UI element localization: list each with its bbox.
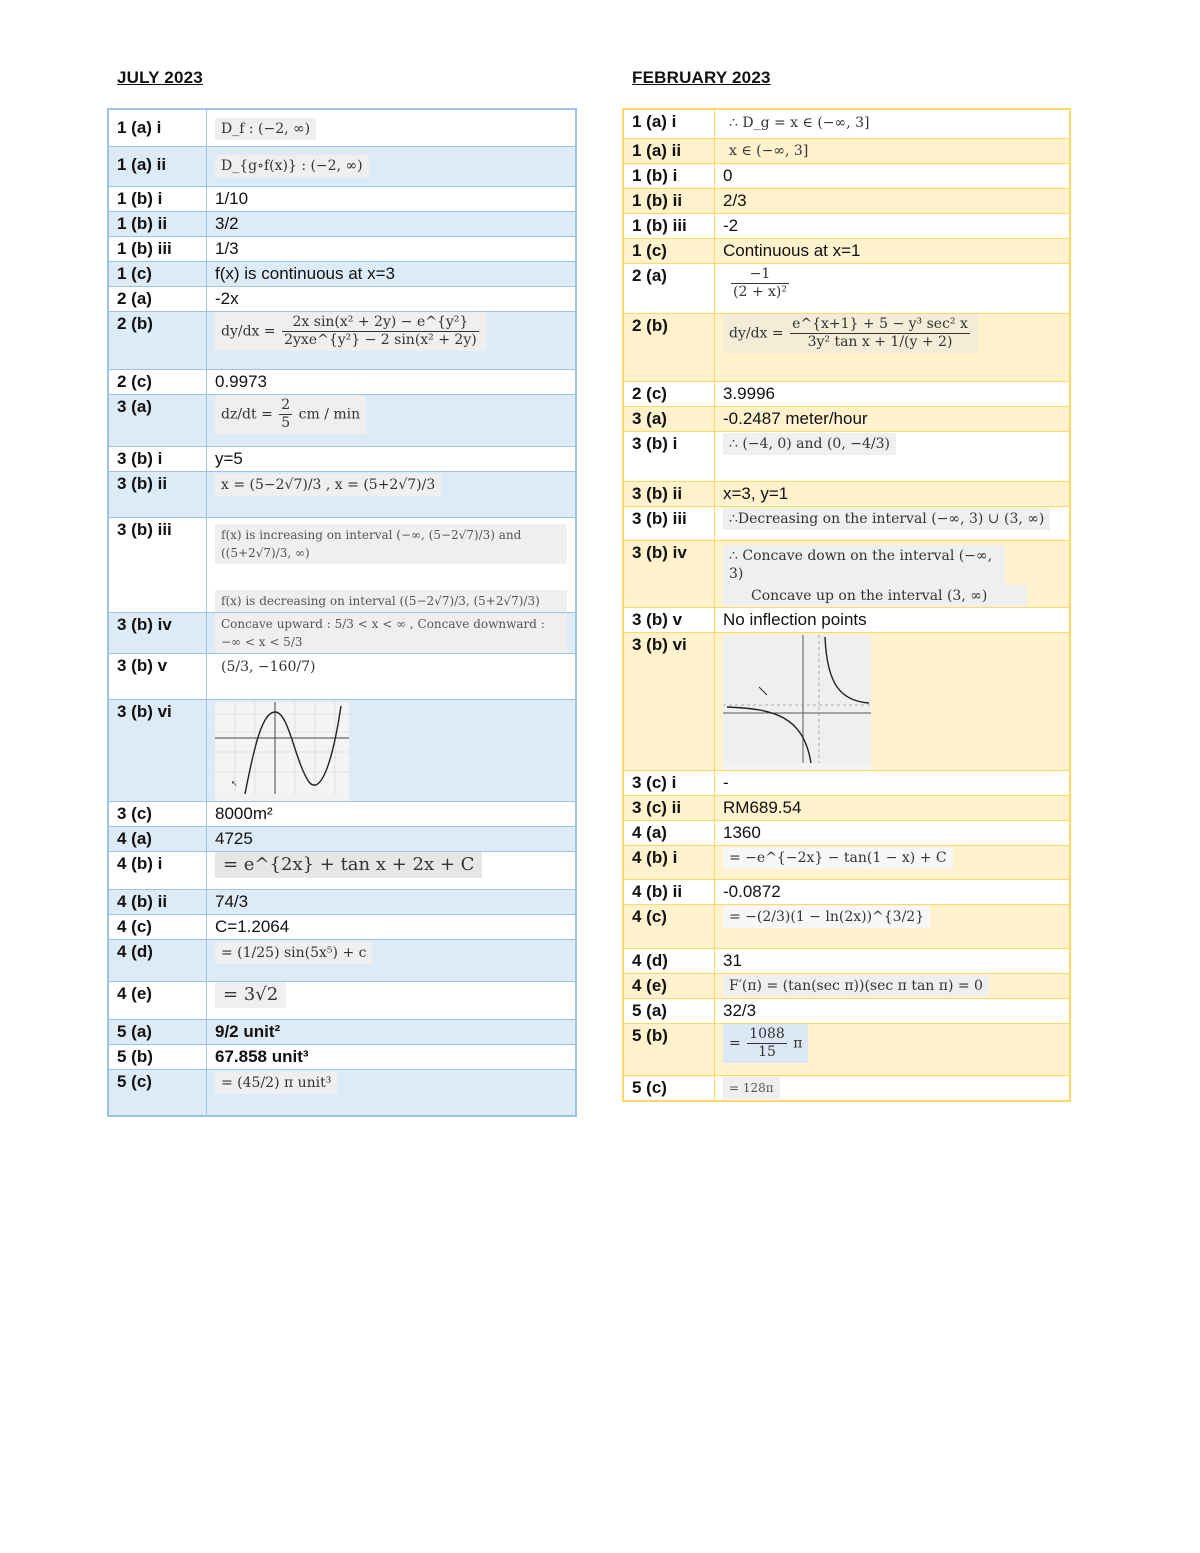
- answer-formula: D_f : (−2, ∞): [215, 118, 316, 140]
- question-label: 3 (b) i: [108, 447, 207, 472]
- question-label: 3 (b) vi: [623, 632, 715, 770]
- answer-text: y=5: [207, 447, 577, 472]
- question-label: 3 (b) vi: [108, 700, 207, 802]
- answer-increasing: f(x) is increasing on interval (−∞, (5−2√7)/3) and ((5+2√7)/3, ∞): [215, 524, 567, 564]
- answer-text: 2/3: [715, 188, 1071, 213]
- answer-formula: Concave upward : 5/3 < x < ∞ , Concave downward : −∞ < x < 5/3: [215, 613, 567, 653]
- question-label: 1 (a) i: [623, 109, 715, 138]
- table-row: [623, 632, 1070, 770]
- answer-text: 9/2 unit²: [207, 1020, 577, 1045]
- answer-formula: = e^{2x} + tan x + 2x + C: [215, 852, 482, 878]
- table-row: [623, 1075, 1070, 1101]
- table-row: [108, 109, 576, 147]
- answer-formula: dz/dt = $\frac{2}{5}$ cm / min: [215, 395, 366, 434]
- answer-formula: = −(2/3)(1 − ln(2x))^{3/2}: [723, 906, 930, 928]
- answer-formula: ∴ D_g = x ∈ (−∞, 3]: [729, 114, 870, 131]
- table-row: [623, 540, 1070, 607]
- question-label: 3 (b) iv: [108, 613, 207, 654]
- table-row: [108, 802, 576, 827]
- question-label: 3 (b) i: [623, 431, 715, 481]
- answer-text: -0.0872: [715, 879, 1071, 904]
- answer-formula: = 3√2: [215, 982, 286, 1008]
- table-row: [623, 948, 1070, 973]
- question-label: 3 (c) i: [623, 770, 715, 795]
- answer-text: 3/2: [207, 212, 577, 237]
- question-label: 2 (b): [623, 313, 715, 381]
- table-row: [108, 654, 576, 700]
- cubic-graph: [215, 702, 349, 794]
- table-row: [623, 406, 1070, 431]
- table-row: [108, 287, 576, 312]
- table-row: [623, 313, 1070, 381]
- answer-text: -2: [715, 213, 1071, 238]
- question-label: 3 (c): [108, 802, 207, 827]
- question-label: 3 (b) v: [108, 654, 207, 700]
- question-label: 3 (b) iv: [623, 540, 715, 607]
- question-label: 2 (a): [623, 263, 715, 313]
- table-row: [108, 147, 576, 187]
- table-row: [623, 213, 1070, 238]
- question-label: 2 (c): [623, 381, 715, 406]
- question-label: 4 (b) i: [623, 845, 715, 879]
- question-label: 2 (b): [108, 312, 207, 370]
- table-row: [623, 431, 1070, 481]
- answer-text: 1360: [715, 820, 1071, 845]
- question-label: 4 (c): [623, 904, 715, 948]
- table-row: [108, 312, 576, 370]
- table-row: [623, 1023, 1070, 1075]
- table-row: [623, 163, 1070, 188]
- question-label: 2 (a): [108, 287, 207, 312]
- table-row: [623, 607, 1070, 632]
- question-label: 3 (b) ii: [623, 481, 715, 506]
- answer-formula: = (45/2) π unit³: [215, 1072, 337, 1094]
- answer-concave-up: Concave up on the interval (3, ∞): [723, 585, 1027, 607]
- question-label: 4 (c): [108, 915, 207, 940]
- answer-text: C=1.2064: [207, 915, 577, 940]
- question-label: 1 (a) i: [108, 109, 207, 147]
- table-row: [108, 700, 576, 802]
- table-row: [108, 613, 576, 654]
- table-row: [623, 998, 1070, 1023]
- table-row: [108, 187, 576, 212]
- table-row: [623, 973, 1070, 998]
- answer-text: 0.9973: [207, 370, 577, 395]
- table-row: [108, 940, 576, 982]
- table-row: [108, 982, 576, 1020]
- answer-formula: (5/3, −160/7): [221, 658, 316, 675]
- question-label: 5 (a): [108, 1020, 207, 1045]
- answer-concave-down: ∴ Concave down on the interval (−∞, 3): [723, 545, 1005, 585]
- july-answer-table: [107, 108, 577, 1117]
- svg-text:↖: ↖: [231, 779, 238, 788]
- answer-text: 8000m²: [207, 802, 577, 827]
- table-row: [623, 109, 1070, 138]
- table-row: [108, 827, 576, 852]
- answer-formula: dy/dx = $\frac{\text{e\textasciicircum{}\{x+1\} + 5 − y³ sec² x}}{\text{3y² tan x + 1/(y + 2)}}$: [723, 314, 978, 353]
- question-label: 4 (b) ii: [623, 879, 715, 904]
- question-label: 5 (c): [623, 1075, 715, 1101]
- table-row: [108, 212, 576, 237]
- table-row: [108, 1020, 576, 1045]
- question-label: 1 (b) ii: [623, 188, 715, 213]
- question-label: 4 (b) i: [108, 852, 207, 890]
- question-label: 1 (a) ii: [108, 147, 207, 187]
- cubic-graph-image: [215, 702, 349, 801]
- february-answer-table: [622, 108, 1071, 1102]
- answer-text: Continuous at x=1: [715, 238, 1071, 263]
- question-label: 1 (a) ii: [623, 138, 715, 163]
- question-label: 5 (c): [108, 1070, 207, 1116]
- table-row: [108, 237, 576, 262]
- question-label: 4 (d): [623, 948, 715, 973]
- table-row: [108, 852, 576, 890]
- question-label: 1 (b) i: [108, 187, 207, 212]
- question-label: 3 (c) ii: [623, 795, 715, 820]
- answer-decreasing: f(x) is decreasing on interval ((5−2√7)/3, (5+2√7)/3): [215, 590, 567, 612]
- question-label: 5 (b): [108, 1045, 207, 1070]
- question-label: 1 (b) ii: [108, 212, 207, 237]
- table-row: [623, 138, 1070, 163]
- answer-text: 32/3: [715, 998, 1071, 1023]
- table-row: [108, 447, 576, 472]
- table-row: [108, 370, 576, 395]
- answer-formula: x = (5−2√7)/3 , x = (5+2√7)/3: [215, 474, 441, 496]
- table-row: [623, 238, 1070, 263]
- question-label: 5 (a): [623, 998, 715, 1023]
- question-label: 4 (a): [623, 820, 715, 845]
- question-label: 3 (a): [623, 406, 715, 431]
- table-row: [623, 795, 1070, 820]
- answer-text: -0.2487 meter/hour: [715, 406, 1071, 431]
- answer-formula: dy/dx = $\frac{\text{2x sin(x² + 2y) − e\textasciicircum{}\{y²\}}}{\text{2yxe\textasciicircum{}\{y²\} − 2 sin(x² + 2y)}}$: [215, 312, 487, 351]
- july-title: JULY 2023: [117, 68, 203, 87]
- table-row: [623, 879, 1070, 904]
- question-label: 4 (a): [108, 827, 207, 852]
- table-row: [108, 472, 576, 518]
- answer-text: -: [715, 770, 1071, 795]
- table-row: [623, 770, 1070, 795]
- table-row: [108, 395, 576, 447]
- answer-formula: F′(π) = (tan(sec π))(sec π tan π) = 0: [723, 975, 989, 997]
- question-label: 3 (b) iii: [623, 506, 715, 540]
- answer-formula: D_{g∘f(x)} : (−2, ∞): [215, 155, 369, 177]
- question-label: 1 (b) iii: [108, 237, 207, 262]
- question-label: 3 (b) v: [623, 607, 715, 632]
- table-row: [623, 263, 1070, 313]
- answer-text: 74/3: [207, 890, 577, 915]
- table-row: [108, 1070, 576, 1116]
- question-label: 4 (e): [108, 982, 207, 1020]
- answer-text: 31: [715, 948, 1071, 973]
- answer-text: 1/10: [207, 187, 577, 212]
- rational-graph: [723, 635, 871, 763]
- table-row: [108, 890, 576, 915]
- rational-graph-image: [723, 635, 871, 770]
- question-label: 5 (b): [623, 1023, 715, 1075]
- question-label: 3 (b) iii: [108, 518, 207, 613]
- question-label: 1 (b) i: [623, 163, 715, 188]
- table-row: [108, 915, 576, 940]
- answer-formula: $\frac{-1}{\text{(2 + x)²}}$: [733, 265, 787, 300]
- question-label: 1 (b) iii: [623, 213, 715, 238]
- question-label: 3 (b) ii: [108, 472, 207, 518]
- question-label: 4 (b) ii: [108, 890, 207, 915]
- answer-text: RM689.54: [715, 795, 1071, 820]
- answer-text: 4725: [207, 827, 577, 852]
- question-label: 4 (e): [623, 973, 715, 998]
- question-label: 3 (a): [108, 395, 207, 447]
- table-row: [623, 188, 1070, 213]
- table-row: [623, 845, 1070, 879]
- answer-text: f(x) is continuous at x=3: [207, 262, 577, 287]
- answer-formula: = (1/25) sin(5x⁵) + c: [215, 942, 372, 964]
- answer-formula: = −e^{−2x} − tan(1 − x) + C: [723, 847, 953, 869]
- table-row: [623, 820, 1070, 845]
- table-row: [623, 904, 1070, 948]
- answer-formula: x ∈ (−∞, 3]: [729, 143, 809, 160]
- answer-formula: = $\frac{1088}{15}$ π: [723, 1024, 808, 1063]
- question-label: 1 (c): [108, 262, 207, 287]
- question-label: 4 (d): [108, 940, 207, 982]
- answer-formula: = 128π: [723, 1077, 780, 1099]
- table-row: [623, 506, 1070, 540]
- answer-text: No inflection points: [715, 607, 1071, 632]
- answer-text: 67.858 unit³: [207, 1045, 577, 1070]
- table-row: [108, 262, 576, 287]
- answer-formula: ∴Decreasing on the interval (−∞, 3) ∪ (3, ∞): [723, 508, 1050, 530]
- february-title: FEBRUARY 2023: [632, 68, 771, 87]
- answer-formula: ∴ (−4, 0) and (0, −4/3): [723, 433, 896, 455]
- question-label: 1 (c): [623, 238, 715, 263]
- table-row: [108, 1045, 576, 1070]
- answer-text: x=3, y=1: [715, 481, 1071, 506]
- answer-text: 0: [715, 163, 1071, 188]
- question-label: 2 (c): [108, 370, 207, 395]
- table-row: [623, 381, 1070, 406]
- table-row: [623, 481, 1070, 506]
- answer-text: -2x: [207, 287, 577, 312]
- answer-text: 3.9996: [715, 381, 1071, 406]
- table-row: [108, 518, 576, 613]
- answer-text: 1/3: [207, 237, 577, 262]
